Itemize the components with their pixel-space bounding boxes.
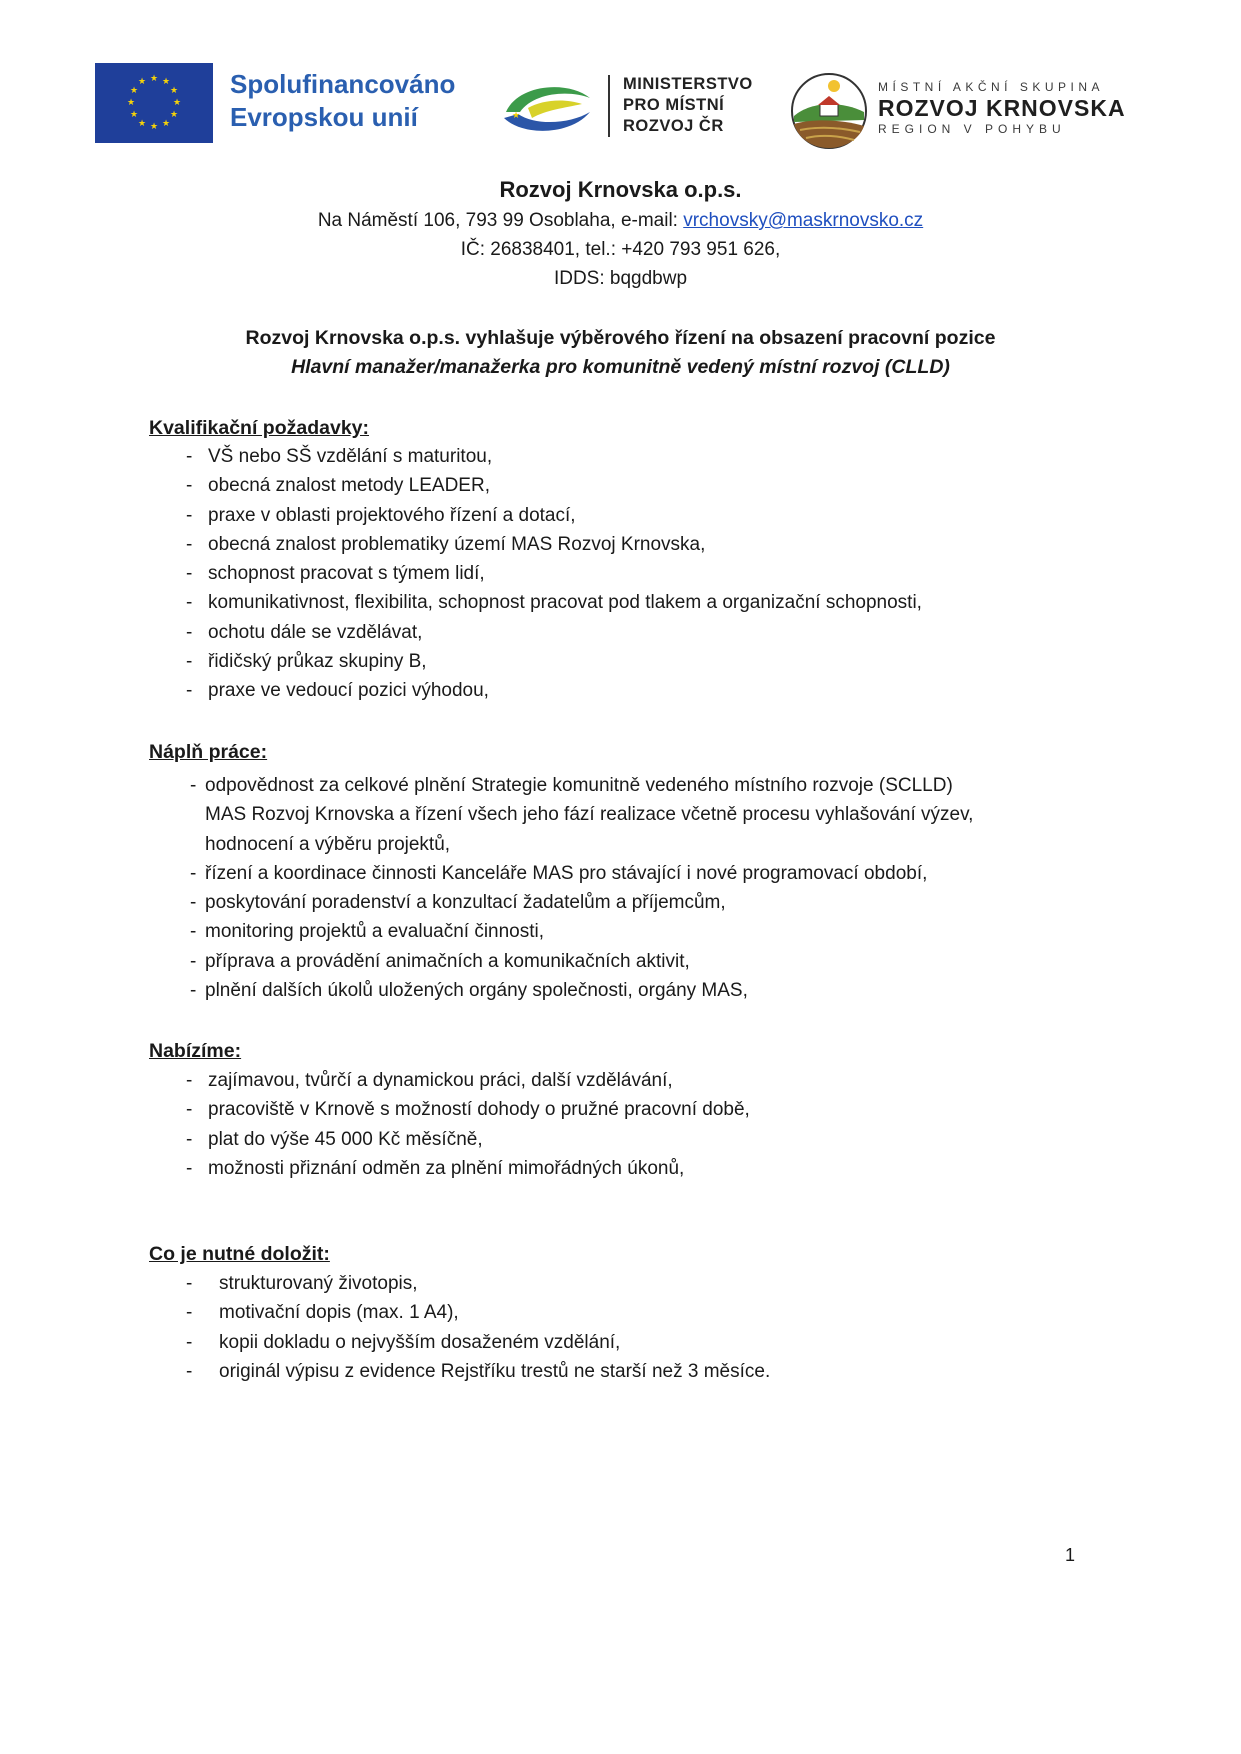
- mas-logo-icon: [790, 72, 868, 150]
- svg-text:★: ★: [149, 122, 159, 132]
- address-text: Na Náměstí 106, 793 99 Osoblaha, e-mail:: [317, 210, 684, 231]
- svg-text:★: ★: [129, 110, 139, 120]
- svg-text:★: ★: [137, 77, 147, 87]
- svg-text:★: ★: [137, 119, 147, 129]
- organization-name: Rozvoj Krnovska o.p.s.: [499, 177, 742, 202]
- list-item: - plnění dalších úkolů uložených orgány společnosti, orgány MAS,: [190, 980, 748, 1002]
- email-link[interactable]: vrchovsky@maskrnovsko.cz: [683, 210, 924, 231]
- list-item: - odpovědnost za celkové plnění Strategie komunitně vedeného místního rozvoje (SCLLD) MAS Rozvoj Krnovska a řízení všech jeho fází realizace včetně procesu vyhlašování výzev, hodnocení a výběru projektů,: [190, 775, 974, 855]
- organization-address: [0, 210, 1241, 232]
- list-item: - monitoring projektů a evaluační činnosti,: [190, 921, 545, 943]
- svg-text:★: ★: [129, 86, 139, 96]
- organization-ic-phone: IČ: 26838401, tel.: +420 793 951 626,: [460, 239, 781, 260]
- eu-cofinanced-text: [230, 68, 455, 134]
- mas-line2: ROZVOJ KRNOVSKA: [878, 95, 1126, 121]
- svg-text:★: ★: [126, 98, 136, 108]
- ministry-text: [623, 74, 753, 137]
- duties-list: [190, 771, 973, 1005]
- qualifications-title: Kvalifikační požadavky:: [149, 417, 370, 439]
- header-logos: [0, 0, 1241, 160]
- ministry-line3: ROZVOJ ČR: [623, 117, 724, 135]
- eu-text-line1: Spolufinancováno: [230, 69, 456, 99]
- ministry-line1: MINISTERSTVO: [623, 75, 753, 93]
- list-item: - řízení a koordinace činnosti Kanceláře MAS pro stávající i nové programovací období,: [190, 862, 928, 884]
- ministry-line2: PRO MÍSTNÍ: [623, 96, 725, 114]
- mas-line1: MÍSTNÍ AKČNÍ SKUPINA: [878, 80, 1105, 94]
- list-item: - příprava a provádění animačních a komunikačních aktivit,: [190, 950, 690, 972]
- position-title: Hlavní manažer/manažerka pro komunitně vedený místní rozvoj (CLLD): [291, 356, 950, 378]
- ministry-divider: [608, 75, 610, 137]
- svg-text:★: ★: [161, 77, 171, 87]
- documents-title: Co je nutné doložit:: [149, 1243, 330, 1265]
- announcement: Rozvoj Krnovska o.p.s. vyhlašuje výběrového řízení na obsazení pracovní pozice: [245, 327, 996, 349]
- svg-text:★: ★: [149, 74, 159, 84]
- list-item: - poskytování poradenství a konzultací žadatelům a příjemcům,: [190, 892, 726, 914]
- svg-text:★: ★: [169, 86, 179, 96]
- svg-text:★: ★: [169, 110, 179, 120]
- svg-text:★: ★: [172, 98, 182, 108]
- offer-title: Nabízíme:: [149, 1040, 242, 1062]
- svg-text:★: ★: [512, 111, 521, 121]
- duties-title: Náplň práce:: [149, 741, 268, 763]
- eu-flag-icon: [95, 63, 213, 143]
- ministry-logo-icon: [498, 78, 596, 136]
- mas-line3: REGION V POHYBU: [878, 122, 1066, 136]
- page-number: 1: [1065, 1545, 1076, 1565]
- eu-text-line2: Evropskou unií: [230, 102, 418, 132]
- svg-text:★: ★: [161, 119, 171, 129]
- organization-idds: IDDS: bqgdbwp: [553, 268, 688, 289]
- mas-text: [878, 80, 1126, 136]
